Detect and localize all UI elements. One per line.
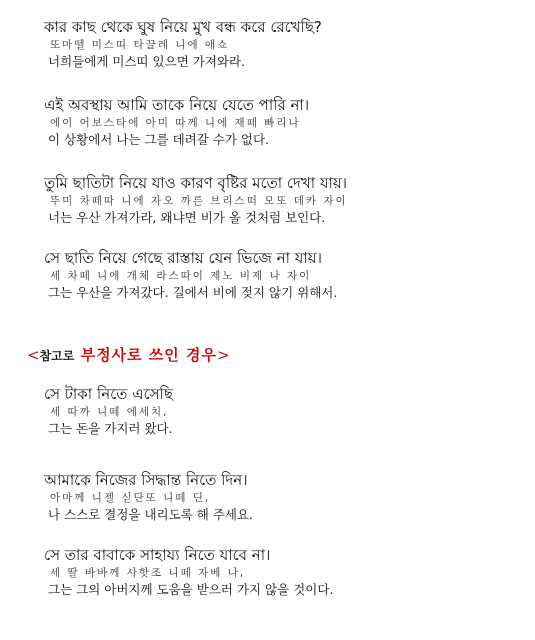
korean-translation: 그는 그의 아버지께 도움을 받으러 가지 않을 것이다. <box>48 582 334 597</box>
korean-translation: 너희들에게 미스띠 있으면 가져와라. <box>48 54 246 69</box>
korean-translation: 너는 우산 가져가라, 왜냐면 비가 올 것처럼 보인다. <box>48 210 326 225</box>
heading-close-bracket: > <box>216 346 230 364</box>
korean-transliteration: 또마뗄 미스띠 타끌레 니에 애쇼 <box>50 39 230 51</box>
heading-title: 부정사로 쓰인 경우 <box>74 346 217 364</box>
korean-translation: 그는 돈을 가지러 왔다. <box>48 421 173 436</box>
heading-open-bracket: < <box>27 346 40 364</box>
korean-transliteration: 에이 어보스타에 아미 따께 니에 재떼 빠리나 <box>50 117 301 129</box>
heading-prefix: 참고로 <box>39 349 75 363</box>
bengali-sentence: সে টাকা নিতে এসেছি <box>44 385 173 403</box>
reference-entry-2 <box>44 470 253 524</box>
korean-translation: 이 상황에서 나는 그를 데려갈 수가 없다. <box>48 132 270 147</box>
korean-translation: 그는 우산을 가져갔다. 길에서 비에 젖지 않기 위해서. <box>48 285 338 300</box>
korean-transliteration: 아마께 니젤 싣단또 니떼 딘, <box>50 492 211 504</box>
bengali-sentence: আমাকে নিজের সিদ্ধান্ত নিতে দিন। <box>44 471 248 489</box>
sentence-entry-1 <box>44 17 322 71</box>
sentence-entry-4 <box>44 248 337 302</box>
sentence-entry-2 <box>44 95 309 149</box>
reference-entry-3 <box>44 545 333 599</box>
bengali-sentence: এই অবস্থায় আমি তাকে নিয়ে যেতে পারি না। <box>44 96 310 114</box>
section-heading <box>27 345 230 366</box>
reference-entry-1 <box>44 384 173 438</box>
bengali-sentence: সে তার বাবাকে সাহায্য নিতে যাবে না। <box>44 546 271 564</box>
bengali-sentence: তুমি ছাতিটা নিয়ে যাও কারণ বৃষ্টির মতো দেখা যায়। <box>44 174 348 192</box>
korean-transliteration: 세 차떼 니에 개체 라스따이 제노 비제 나 자이 <box>50 270 312 282</box>
bengali-sentence: কার কাছ থেকে ঘুষ নিয়ে মুখ বন্ধ করে রেখেছি? <box>44 18 322 36</box>
bengali-sentence: সে ছাতি নিয়ে গেছে রাস্তায় যেন ভিজে না যায়। <box>44 249 322 267</box>
sentence-entry-3 <box>44 173 348 227</box>
korean-transliteration: 뚜미 차떼따 니에 자오 까른 브리스떠 모또 데카 자이 <box>50 195 348 207</box>
korean-transliteration: 세 딸 바바께 사핫조 니떼 자베 나, <box>50 567 246 579</box>
korean-translation: 나 스스로 결정을 내리도록 해 주세요. <box>48 507 253 522</box>
korean-transliteration: 세 따까 니떼 에세치, <box>50 406 169 418</box>
